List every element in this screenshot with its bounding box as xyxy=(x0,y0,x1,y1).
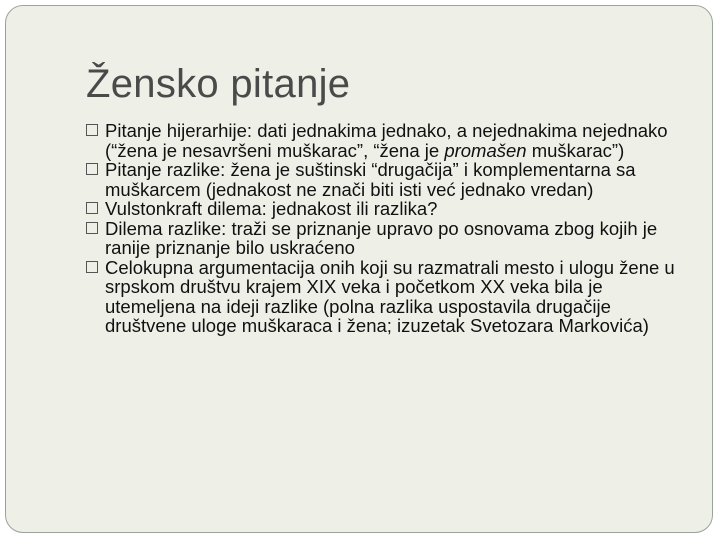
slide-frame xyxy=(5,5,713,533)
bullet-item xyxy=(84,219,694,258)
checkbox-bullet-icon xyxy=(86,124,98,136)
bullet-text: Vulstonkraft dilema: jednakost ili razlika? xyxy=(105,198,438,219)
bullet-text: Pitanje hijerarhije: dati jednakima jednako, a nejednakima nejednako (“žena je nesavršeni muškarac”, “žena je xyxy=(105,120,668,161)
checkbox-bullet-icon xyxy=(86,222,98,234)
bullet-list xyxy=(84,121,694,336)
bullet-item xyxy=(84,258,694,336)
checkbox-bullet-icon xyxy=(86,261,98,273)
bullet-text: Celokupna argumentacija onih koji su razmatrali mesto i ulogu žene u srpskom društvu krajem XIX veka i početkom XX veka bila je utemeljena na ideji razlike (polna razlika uspostavila drugačije društvene uloge muškaraca i žena; izuzetak Svetozara Markovića) xyxy=(105,256,675,336)
bullet-item xyxy=(84,121,694,160)
slide-title: Žensko pitanje xyxy=(86,62,351,106)
bullet-item xyxy=(84,160,694,199)
bullet-italic-text: promašen xyxy=(444,139,527,161)
checkbox-bullet-icon xyxy=(86,202,98,214)
bullet-text: Dilema razlike: traži se priznanje upravo po osnovama zbog kojih je ranije priznanje bilo uskraćeno xyxy=(105,217,658,258)
bullet-text: Pitanje razlike: žena je suštinski “drugačija” i komplementarna sa muškarcem (jednakost ne znači biti isti već jednako vredan) xyxy=(105,159,636,200)
checkbox-bullet-icon xyxy=(86,163,98,175)
bullet-text-tail: muškarac”) xyxy=(526,139,625,161)
bullet-item xyxy=(84,199,694,219)
